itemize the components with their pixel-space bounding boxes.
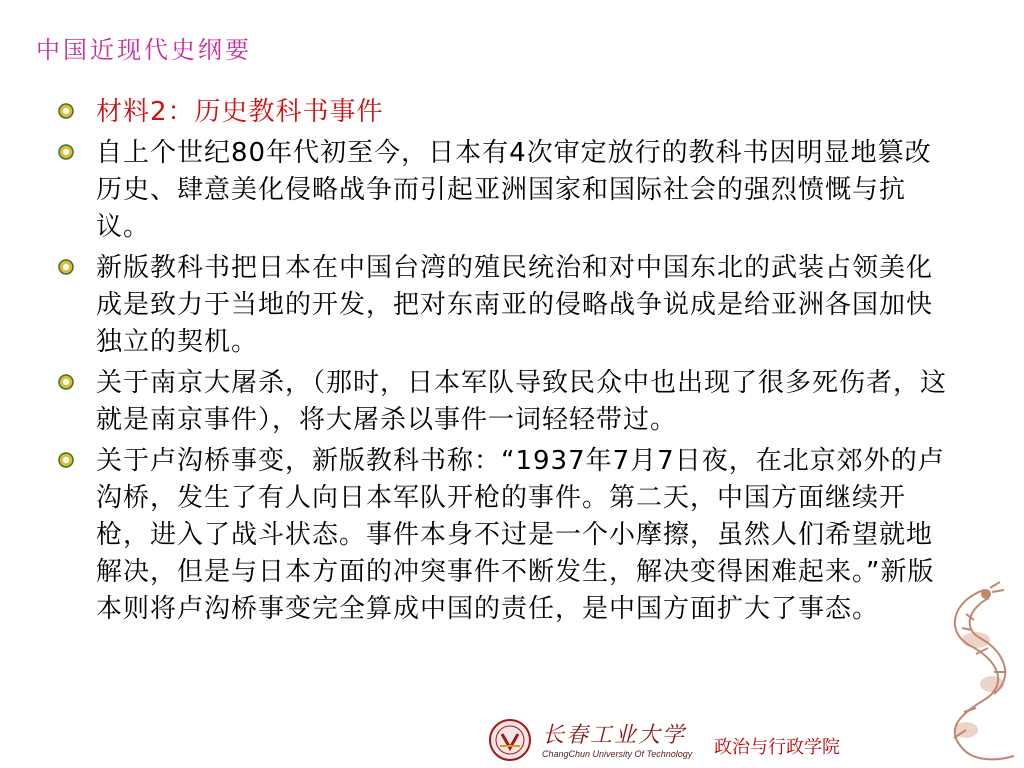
footer (488, 716, 888, 768)
bullet-list (58, 94, 958, 632)
ring-bullet-icon (58, 452, 74, 468)
school-name: 政治与行政学院 (714, 737, 840, 758)
bullet-text: 自上个世纪80年代初至今，日本有4次审定放行的教科书因明显地篡改历史、肆意美化侵略战争而引起亚洲国家和国际社会的强烈愤慨与抗议。 (96, 138, 932, 242)
ring-bullet-icon (58, 374, 74, 390)
university-name-en: ChangChun University Of Technology (542, 749, 693, 759)
bullet-heading-text: 材料2：历史教科书事件 (96, 97, 384, 127)
bullet-item (58, 94, 958, 131)
ring-bullet-icon (58, 259, 74, 275)
ring-bullet-icon (58, 103, 74, 119)
bullet-text: 关于南京大屠杀，（那时，日本军队导致民众中也出现了很多死伤者，这就是南京事件），将大屠杀以事件一词轻轻带过。 (96, 368, 948, 435)
page-header-title: 中国近现代史纲要 (36, 36, 252, 64)
bullet-item (58, 365, 958, 439)
bullet-item (58, 250, 958, 361)
dragon-icon (914, 580, 1024, 768)
university-name-cn: 长春工业大学 (542, 723, 687, 748)
bullet-text: 新版教科书把日本在中国台湾的殖民统治和对中国东北的武装占领美化成是致力于当地的开发，把对东南亚的侵略战争说成是给亚洲各国加快独立的契机。 (96, 253, 934, 357)
ring-bullet-icon (58, 144, 74, 160)
university-seal-icon (488, 718, 532, 762)
bullet-item (58, 443, 958, 628)
bullet-item (58, 135, 958, 246)
bullet-text: 关于卢沟桥事变，新版教科书称：“1937年7月7日夜，在北京郊外的卢沟桥，发生了有人向日本军队开枪的事件。第二天，中国方面继续开枪，进入了战斗状态。事件本身不过是一个小摩擦，虽然人们希望就地解决，但是与日本方面的冲突事件不断发生，解决变得困难起来。”新版本则将卢沟桥事变完全算成中国的责任，是中国方面扩大了事态。 (96, 446, 945, 624)
